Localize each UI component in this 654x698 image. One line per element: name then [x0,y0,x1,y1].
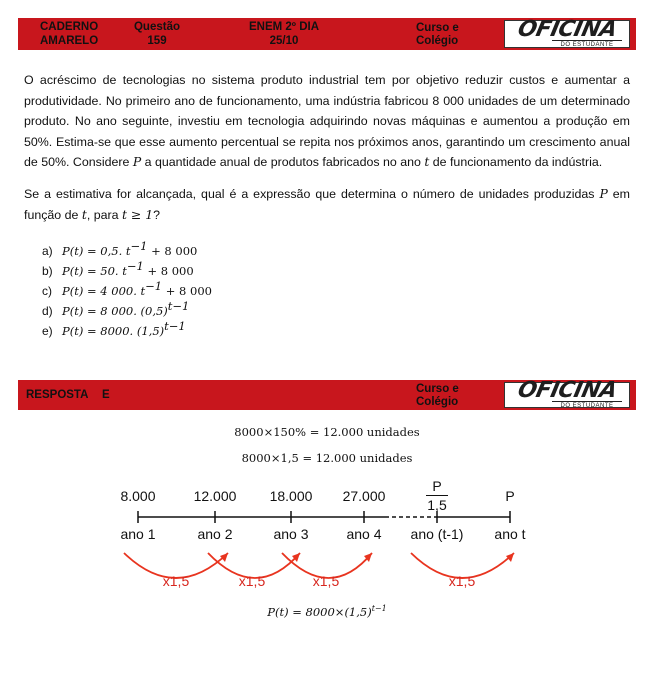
option-letter: c) [42,284,52,298]
timeline-value-2: 12.000 [193,488,237,504]
solution-eq-1: 8000×150% = 12.000 unidades [234,425,420,439]
final-formula-exp: t−1 [371,604,387,613]
timeline-ano-3: ano 3 [273,526,309,542]
option-exp: t−1 [167,299,190,313]
q-text-1c: de funcionamento da indústria. [429,155,603,169]
option-letter: b) [42,264,53,278]
timeline-value-6: P [505,488,515,504]
q-text-2d: ? [153,207,161,222]
option-expr: P(t) = 8 000. (0,5) [62,304,168,318]
questao-label: Questão [133,21,180,33]
option-expr: P(t) = 0,5. t [62,244,131,258]
enem-value: 25/10 [269,35,299,47]
timeline-ano-2: ano 2 [197,526,233,542]
q-var-t: t [424,154,430,169]
fraction-numerator: P [432,478,442,494]
arrow-head-1 [220,553,228,562]
q-text-2c: , para [86,207,122,222]
arrow-head-4 [506,553,514,562]
option-letter: a) [42,244,53,258]
questao-value: 159 [147,35,167,47]
timeline-value-4: 27.000 [342,488,386,504]
multiplier-label-4: x1,5 [448,573,476,589]
option-rest: + 8 000 [143,264,194,278]
enem-label: ENEM 2º DIA [248,21,320,33]
final-formula-base: P(t) = 8000×(1,5) [267,604,372,619]
logo-text: OFICINA [515,377,619,403]
answer-curso-line1: Curso e [416,383,459,395]
curso-line1: Curso e [416,22,459,34]
timeline-value-3: 18.000 [269,488,313,504]
option-exp: −1 [130,239,148,253]
q-text-2b: em função de [24,187,630,222]
logo-subtitle: DO ESTUDANTE [552,401,622,410]
timeline-value-1: 8.000 [120,488,156,504]
option-exp: t−1 [164,319,186,333]
q-text-1a: O acréscimo de tecnologias no sistema produto industrial tem por objetivo reduzir custos e aumentar a produtividade. No primeiro ano de funcionamento, uma indústria fabricou 8 000 unidades de um determinado produto. No ano seguinte, investiu em tecnologia adquirindo novas máquinas e aumentou a produção em 50%. Estima-se que esse aumento percentual se repita nos próximos anos, garantindo um crescimento anual de 50%. Considere [24,73,630,169]
q-text-2a: Se a estimativa for alcançada, qual é a expressão que determina o número de unidades produzidas [24,187,600,201]
option-expr: P(t) = 4 000. t [62,284,146,298]
final-formula [0,604,654,619]
arrow-heads [220,553,514,562]
caderno-value: AMARELO [40,35,99,47]
logo-subtitle: DO ESTUDANTE [552,40,622,49]
q-var-p: P [132,154,142,169]
solution-eq-2: 8000×1,5 = 12.000 unidades [241,451,413,465]
timeline-ano-5: ano (t-1) [410,526,464,542]
multiplier-label-1: x1,5 [162,573,190,589]
multiplier-label-2: x1,5 [238,573,266,589]
curso-line2: Colégio [416,35,459,47]
logo-text: OFICINA [515,16,619,42]
fraction-denominator: 1,5 [427,497,447,513]
option-rest: + 8 000 [147,244,198,258]
option-expr: P(t) = 50. t [62,264,127,278]
q2-var-t: t [81,206,87,222]
option-exp: −1 [145,279,163,293]
caderno-label: CADERNO [40,21,99,33]
option-exp: −1 [126,259,144,273]
multiplier-label-3: x1,5 [312,573,340,589]
q2-cond: t ≥ 1 [122,206,154,222]
option-rest: + 8 000 [162,284,212,298]
timeline-ano-1: ano 1 [120,526,156,542]
q2-var-p: P [599,186,608,201]
q-text-1b: a quantidade anual de produtos fabricados no ano [141,155,425,169]
timeline-ano-4: ano 4 [346,526,382,542]
option-letter: e) [42,324,53,338]
option-letter: d) [42,304,53,318]
answer-value: E [102,389,110,401]
answer-label: RESPOSTA [26,389,89,401]
option-expr: P(t) = 8000. (1,5) [62,324,165,338]
answer-curso-line2: Colégio [416,396,459,408]
timeline-ano-6: ano t [494,526,526,542]
